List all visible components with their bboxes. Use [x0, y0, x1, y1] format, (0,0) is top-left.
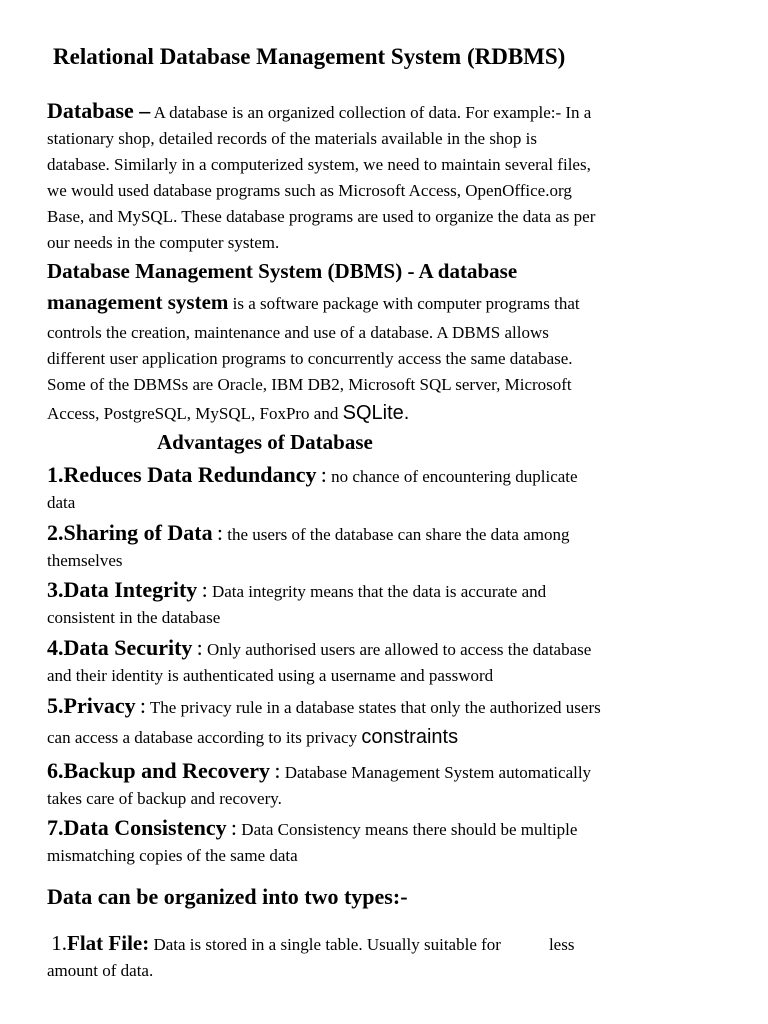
types-heading: Data can be organized into two types:- [47, 884, 408, 909]
dbms-heading: Database Management System (DBMS) - A database [47, 259, 518, 283]
flat-file-number: 1. [51, 931, 67, 955]
database-heading: Database – [47, 98, 151, 123]
dbms-text-line: is a software package with computer programs that [232, 294, 580, 313]
advantage-item: 7.Data Consistency : Data Consistency means there should be multiple mismatching copies of the same data [47, 815, 737, 869]
flat-file-title: Flat File: [67, 931, 150, 955]
flat-file-text: less [548, 935, 575, 954]
database-text-line: stationary shop, detailed records of the materials available in the shop is [47, 129, 538, 148]
dbms-sqlite-word: SQLite. [342, 402, 410, 424]
dbms-heading-continued: management system [47, 290, 229, 314]
advantage-title: 5.Privacy [47, 693, 136, 718]
dbms-text-line: Some of the DBMSs are Oracle, IBM DB2, Microsoft SQL server, Microsoft [47, 375, 572, 394]
database-text-line: Base, and MySQL. These database programs are used to organize the data as per [47, 207, 596, 226]
advantage-title: 4.Data Security [47, 635, 193, 660]
database-text-line: A database is an organized collection of data. For example:- In a [153, 103, 592, 122]
advantage-text: can access a database according to its privacy [47, 728, 358, 747]
advantage-text: mismatching copies of the same data [47, 846, 298, 865]
advantage-item: 4.Data Security : Only authorised users are allowed to access the database and their identity is authenticated using a username and password [47, 635, 737, 689]
database-paragraph [47, 98, 727, 256]
advantage-item: 2.Sharing of Data : the users of the database can share the data among themselves [47, 520, 737, 574]
advantage-item: 5.Privacy : The privacy rule in a database states that only the authorized users can access a database according to its privacy constraints [47, 693, 601, 748]
advantage-text: Database Management System automatically [284, 763, 592, 782]
advantage-text: Data integrity means that the data is accurate and [211, 582, 547, 601]
advantage-text: and their identity is authenticated using a username and password [47, 666, 494, 685]
advantage-text: takes care of backup and recovery. [47, 789, 282, 808]
advantage-item: 3.Data Integrity : Data integrity means that the data is accurate and consistent in the database [47, 577, 737, 631]
advantage-item: 6.Backup and Recovery : Database Management System automatically takes care of backup and recovery. [47, 758, 737, 812]
advantage-text: Only authorised users are allowed to access the database [207, 640, 592, 659]
flat-file-text: Data is stored in a single table. Usually suitable for [153, 935, 501, 954]
dbms-paragraph [47, 256, 727, 429]
advantage-text: data [47, 493, 76, 512]
advantage-text: themselves [47, 551, 123, 570]
advantages-heading: Advantages of Database [157, 430, 373, 454]
advantage-title: 3.Data Integrity [47, 577, 198, 602]
advantage-item: 1.Reduces Data Redundancy : no chance of encountering duplicate data [47, 462, 737, 516]
dbms-text-line: different user application programs to concurrently access the same database. [47, 349, 573, 368]
dbms-text-line: Access, PostgreSQL, MySQL, FoxPro and [47, 404, 339, 423]
database-text-line: database. Similarly in a computerized system, we need to maintain several files, [47, 155, 591, 174]
advantage-title: 1.Reduces Data Redundancy [47, 462, 317, 487]
flat-file-text: amount of data. [47, 961, 154, 980]
advantage-title: 6.Backup and Recovery [47, 758, 271, 783]
database-text-line: we would used database programs such as Microsoft Access, OpenOffice.org [47, 181, 572, 200]
advantage-title: 7.Data Consistency [47, 815, 227, 840]
database-text-line: our needs in the computer system. [47, 233, 280, 252]
advantage-text: Data Consistency means there should be multiple [241, 820, 578, 839]
page-title: Relational Database Management System (RDBMS) [53, 44, 566, 69]
dbms-text-line: controls the creation, maintenance and use of a database. A DBMS allows [47, 323, 549, 342]
advantage-text-emphasis: constraints [361, 726, 459, 748]
advantage-text: no chance of encountering duplicate [331, 467, 578, 486]
advantage-text: The privacy rule in a database states that only the authorized users [149, 698, 601, 717]
flat-file-item [47, 930, 737, 984]
advantage-text: consistent in the database [47, 608, 221, 627]
advantage-text: the users of the database can share the data among [227, 525, 570, 544]
advantage-title: 2.Sharing of Data [47, 520, 213, 545]
